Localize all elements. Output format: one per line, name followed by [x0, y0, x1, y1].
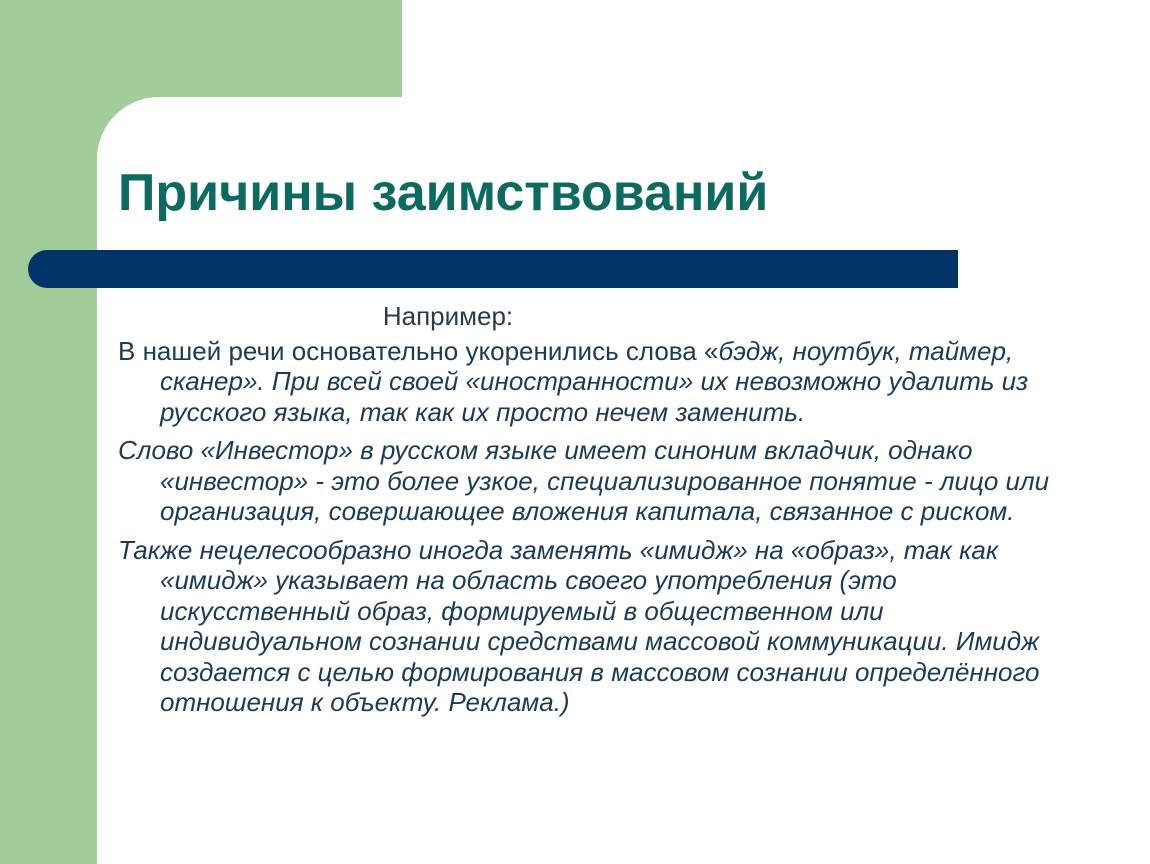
paragraph-plain-text: В нашей речи основательно укоренились слова «	[118, 335, 719, 366]
title-underline-bar	[28, 250, 958, 288]
slide-title: Причины заимствований	[118, 164, 769, 222]
lead-text: Например:	[382, 301, 514, 331]
paragraph-image	[118, 535, 1078, 718]
paragraph-investor	[118, 435, 1078, 527]
paragraph-borrowed-words	[118, 336, 1078, 428]
paragraph-italic-text: Слово «Инвестор» в русском языке имеет синоним вкладчик, однако «инвестор» - это более узкое, специализированное понятие - лицо или организация, совершающее вложения капитала, связанное с риском.	[118, 435, 1050, 526]
paragraph-italic-text: Также нецелесообразно иногда заменять «имидж» на «образ», так как «имидж» указывает на область своего употребления (это искусственный образ, формируемый в общественном или индивидуальном сознании средствами массовой коммуникации. Имидж создается с целью формирования в массовом сознании определённого отношения к объекту. Реклама.)	[118, 534, 1040, 717]
paragraph-italic-text: бэдж, ноутбук, таймер, сканер». При всей своей «иностранности» их невозможно удалить из русского языка, так как их просто нечем заменить.	[160, 335, 1029, 427]
slide-body	[118, 301, 1078, 726]
